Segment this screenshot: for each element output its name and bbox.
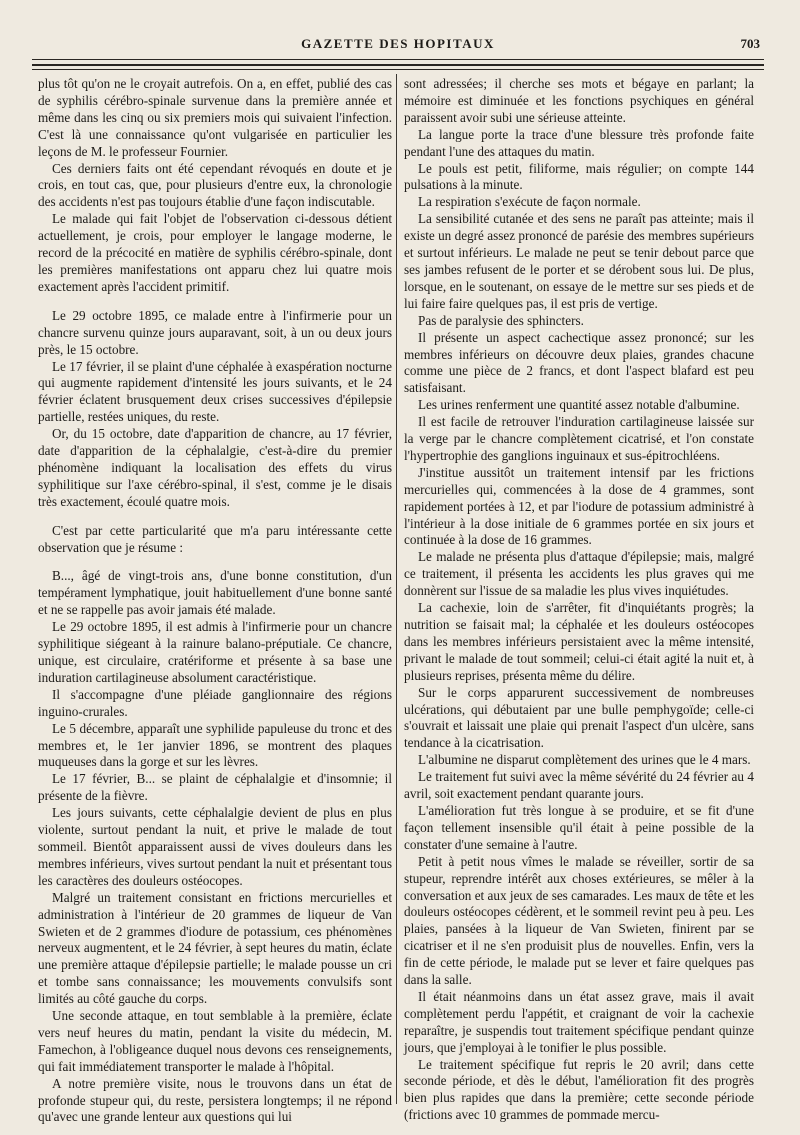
- paragraph: B..., âgé de vingt-trois ans, d'une bonne constitution, d'un tempérament lymphatique, jouit habituellement d'une bonne santé et ne se rappelle pas avoir jamais été malade.: [38, 568, 392, 618]
- paragraph: Le traitement spécifique fut repris le 20 avril; dans cette seconde période, et dès le début, l'amélioration fit des progrès bien plus rapides que dans la première; cette seconde période (frictions avec 10 grammes de pommade mercu-: [404, 1056, 754, 1123]
- header-rule: [32, 69, 764, 70]
- paragraph: J'institue aussitôt un traitement intensif par les frictions mercurielles qui, commencées à la dose de 4 grammes, sont rapidement portées à 12, et par l'iodure de potassium administré à l'intérieur à la dose initiale de 6 grammes portée en six jours et continuée à la dose de 16 grammes.: [404, 464, 754, 548]
- paragraph: Le 5 décembre, apparaît une syphilide papuleuse du tronc et des membres et, le 1er janvier 1896, se montrent des plaques muqueuses dans la gorge et sur les lèvres.: [38, 720, 392, 770]
- paragraph: Les urines renferment une quantité assez notable d'albumine.: [418, 397, 740, 413]
- paragraph: La respiration s'exécute de façon normale.: [418, 194, 641, 210]
- paragraph: La cachexie, loin de s'arrêter, fit d'inquiétants progrès; la nutrition se faisait mal; la céphalée et les douleurs ostéocopes dans les membres inférieurs persistaient avec la même intensité, privant le malade de tout sommeil; celui-ci était agité la nuit et, à plusieurs reprises, présenta même du délire.: [404, 600, 754, 683]
- paragraph: Le 17 février, il se plaint d'une céphalée à exaspération nocturne qui augmente rapidement d'intensité les jours suivants, et le 24 février éclatent brusquement deux crises successives d'épilepsie partielle, restées uniques, du reste.: [38, 358, 392, 425]
- paragraph: La langue porte la trace d'une blessure très profonde faite pendant l'une des attaques du matin.: [404, 126, 754, 159]
- paragraph: plus tôt qu'on ne le croyait autrefois. On a, en effet, publié des cas de syphilis cérébro-spinale survenue dans la première année et même dans les cinq ou six premiers mois qui suivaient l'infection. C'est là une connaissance qu'ont vulgarisée en particulier les leçons de M. le professeur Fournier.: [38, 76, 392, 159]
- header-rule: [32, 59, 764, 60]
- paragraph: Le traitement fut suivi avec la même sévérité du 24 février au 4 avril, soit exactement pendant quarante jours.: [404, 769, 754, 802]
- journal-title: GAZETTE DES HOPITAUX: [301, 36, 495, 51]
- paragraph: Il est facile de retrouver l'induration cartilagineuse laissée sur la verge par le chancre complètement cicatrisé, et l'on constate l'hypertrophie des ganglions inguinaux et sus-épitrochléens.: [404, 414, 754, 463]
- running-header: [36, 36, 760, 58]
- paragraph: Le 29 octobre 1895, il est admis à l'infirmerie pour un chancre syphilitique siégeant à la rainure balano-préputiale. Ce chancre, unique, est circulaire, cratériforme et présente à sa base une induration cartilagineuse absolument caractéristique.: [38, 619, 392, 685]
- paragraph: Une seconde attaque, en tout semblable à la première, éclate vers neuf heures du matin, pendant la visite du médecin, M. Famechon, à l'obligeance duquel nous devons ces renseignements, qui fait immédiatement transporter le malade à l'hôpital.: [38, 1008, 392, 1074]
- header-rule: [32, 64, 764, 66]
- paragraph: Le malade qui fait l'objet de l'observation ci-dessous détient actuellement, je crois, pour employer le langage moderne, le record de la précocité en matière de syphilis cérébro-spinale, dont les premières manifestations ont apparu chez lui quatre mois exactement après l'accident primitif.: [38, 211, 392, 294]
- column-divider: [396, 74, 397, 1104]
- paragraph: Malgré un traitement consistant en frictions mercurielles et administration à l'intérieur de 20 grammes de liqueur de Van Swieten et de 2 grammes d'iodure de potassium, ces phénomènes nerveux augmentent, et le 24 février, à sept heures du matin, éclate une première attaque d'épilepsie partielle; le malade pousse un cri et tombe sans connaissance; les mouvements convulsifs sont limités au côté gauche du corps.: [38, 889, 392, 1007]
- paragraph: Le pouls est petit, filiforme, mais régulier; on compte 144 pulsations à la minute.: [404, 160, 754, 193]
- paragraph: C'est par cette particularité que m'a paru intéressante cette observation que je résume :: [38, 522, 392, 555]
- paragraph: Le 17 février, B... se plaint de céphalalgie et d'insomnie; il présente de la fièvre.: [38, 771, 392, 804]
- paragraph: Le 29 octobre 1895, ce malade entre à l'infirmerie pour un chancre survenu quinze jours auparavant, soit, à un ou deux jours près, le 15 octobre.: [38, 307, 392, 357]
- paragraph: L'albumine ne disparut complètement des urines que le 4 mars.: [418, 752, 751, 768]
- left-column: [38, 76, 392, 1126]
- paragraph: Il s'accompagne d'une pléiade ganglionnaire des régions inguino-crurales.: [38, 686, 392, 719]
- paragraph: Sur le corps apparurent successivement de nombreuses ulcérations, qui débutaient par une bulle pemphygoïde; celle-ci s'ouvrait et laissait une plaie qui prenait l'aspect d'un ulcère, sans tendance à la cicatrisation.: [404, 684, 754, 751]
- paragraph: Pas de paralysie des sphincters.: [418, 312, 584, 328]
- paragraph: A notre première visite, nous le trouvons dans un état de profonde stupeur qui, du reste, persistera longtemps; il ne répond qu'avec une grande lenteur aux questions qui lui: [38, 1075, 392, 1125]
- paragraph: La sensibilité cutanée et des sens ne paraît pas atteinte; mais il existe un degré assez prononcé de parésie des membres supérieurs et surtout inférieurs. Le malade ne peut se tenir debout parce que ses jambes refusent de le porter et se dérobent sous lui. De plus, lorsque, en le soutenant, on essaye de le mettre sur ses pieds et de lui faire faire quelques pas, il est pris de vertige.: [404, 211, 754, 311]
- paragraph: Il était néanmoins dans un état assez grave, mais il avait complètement perdu l'appétit, et craignant de voir la cachexie reparaître, je suspendis tout traitement spécifique pendant quinze jours, que j'employai à le tonifier le plus possible.: [404, 988, 754, 1055]
- right-column: [404, 76, 754, 1124]
- paragraph: Le malade ne présenta plus d'attaque d'épilepsie; mais, malgré ce traitement, il présenta les accidents les plus graves qui me donnèrent sur l'issue de sa maladie les plus vives inquiétudes.: [404, 549, 754, 599]
- paragraph: Petit à petit nous vîmes le malade se réveiller, sortir de sa stupeur, reprendre intérêt aux choses extérieures, se mêler à la conversation et aux jeux de ses camarades. Les maux de tête et les douleurs ostéocopes cédèrent, et le sommeil revint peu à peu. Les plaies, pansées à la liqueur de Van Swieten, finirent par se cicatriser et il ne s'en produisit plus de nouvelles. Enfin, vers la fin de cette période, le malade put se lever et faire quelques pas dans la salle.: [404, 853, 754, 988]
- paragraph: L'amélioration fut très longue à se produire, et se fit d'une façon tellement insensible qu'il était à peine possible de la constater d'une semaine à l'autre.: [404, 802, 754, 852]
- paragraph: Ces derniers faits ont été cependant révoqués en doute et je crois, en tout cas, que, pour plusieurs d'entre eux, la chronologie des accidents n'est pas toujours établie d'une façon indiscutable.: [38, 160, 392, 210]
- paragraph: Or, du 15 octobre, date d'apparition de chancre, au 17 février, date d'apparition de la céphalalgie, c'est-à-dire du premier phénomène indiquant la localisation des effets du virus syphilitique sur l'axe cérébro-spinal, il s'est, comme je le disais très exactement, écoulé quatre mois.: [38, 426, 392, 509]
- page-number: 703: [740, 36, 760, 51]
- paragraph: sont adressées; il cherche ses mots et bégaye en parlant; la mémoire est diminuée et les fonctions psychiques en général paraissent avoir subi une sérieuse atteinte.: [404, 76, 754, 125]
- paragraph: Les jours suivants, cette céphalalgie devient de plus en plus violente, surtout pendant la nuit, et prive le malade de tout sommeil. Bientôt apparaissent aussi de vives douleurs dans les membres inférieurs, vives surtout pendant la nuit et présentant tous les caractères des douleurs ostéocopes.: [38, 805, 392, 888]
- paragraph: Il présente un aspect cachectique assez prononcé; sur les membres inférieurs on découvre deux plaies, grandes chacune comme une pièce de 2 francs, et dont l'aspect blafard est peu satisfaisant.: [404, 329, 754, 396]
